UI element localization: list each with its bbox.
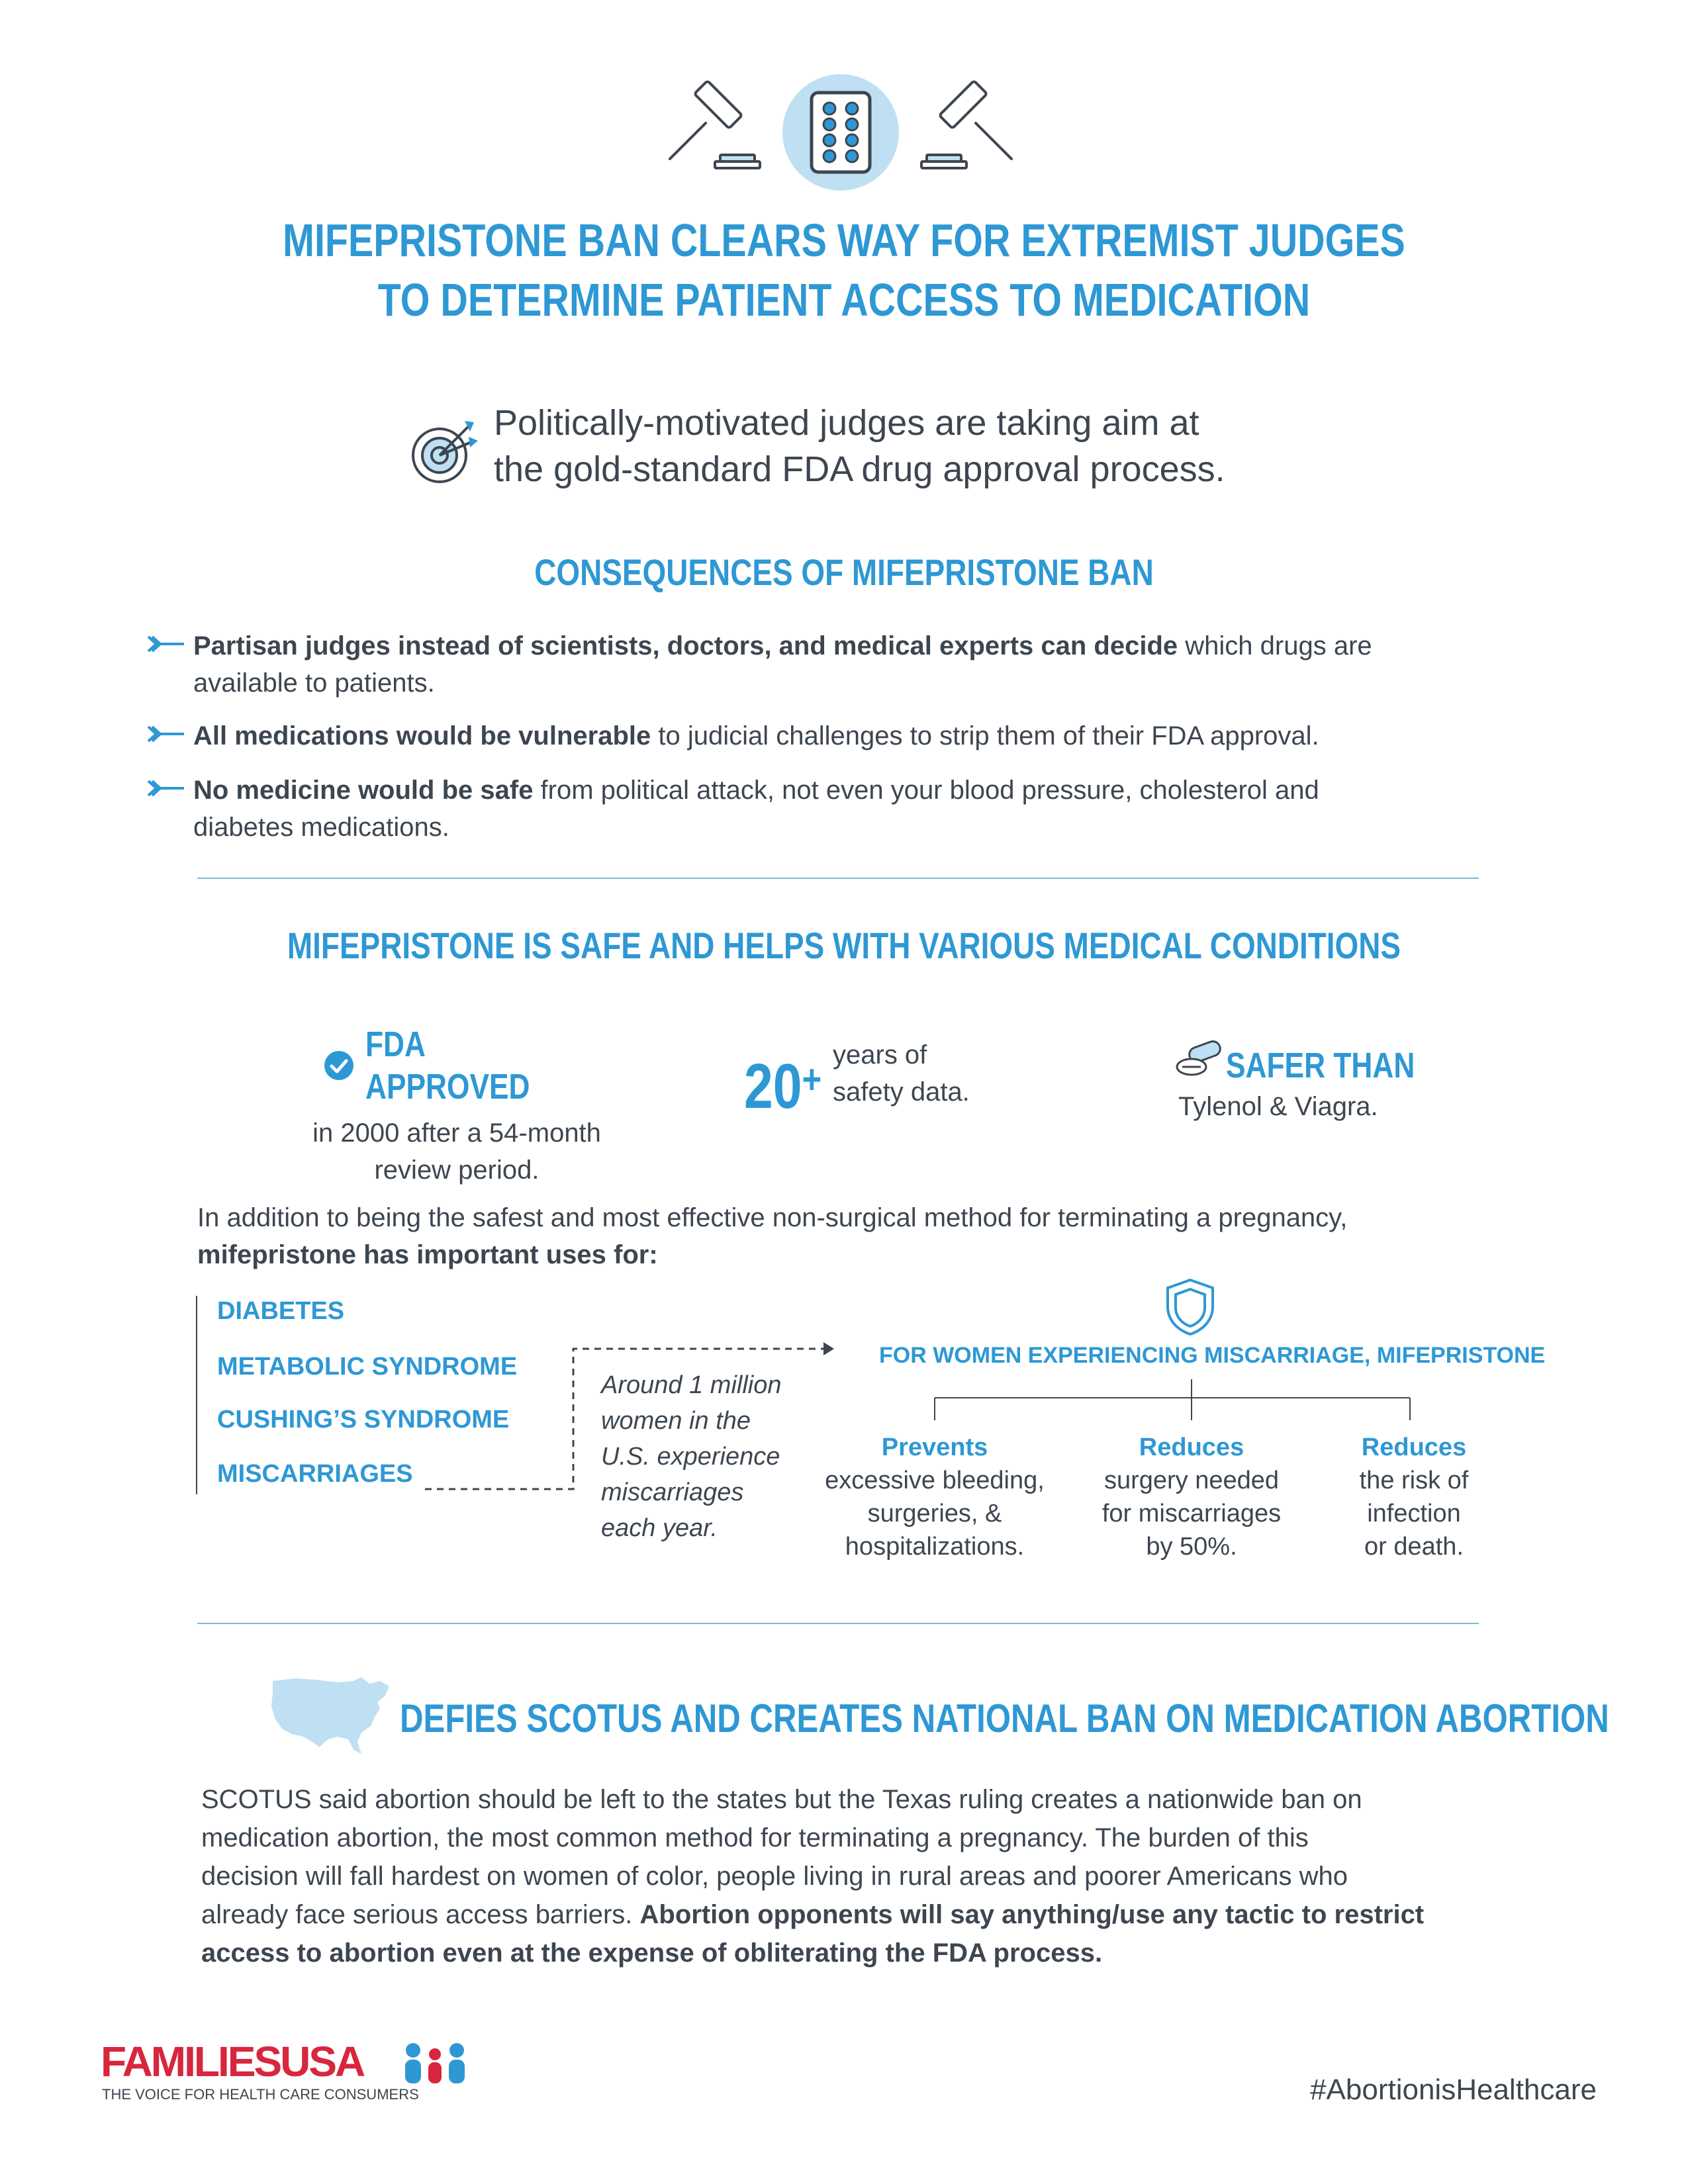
scotus-heading: DEFIES SCOTUS AND CREATES NATIONAL BAN ON MEDICATION ABORTION (400, 1696, 1609, 1741)
scotus-heading-wrap (400, 1694, 1609, 1743)
condition-miscarriages: MISCARRIAGES (217, 1460, 413, 1488)
benefit-1-line-1: excessive bleeding, (825, 1467, 1045, 1494)
condition-cushings-syndrome: CUSHING’S SYNDROME (217, 1406, 510, 1433)
intro-line-2: the gold-standard FDA drug approval process. (494, 449, 1225, 489)
families-usa-logo (101, 2038, 471, 2105)
consequence-3-line2: diabetes medications. (193, 813, 449, 842)
check-circle-icon (323, 1050, 355, 1081)
divider-2 (197, 1623, 1479, 1624)
consequence-3-bold: No medicine would be safe (193, 776, 534, 805)
consequences-heading: CONSEQUENCES OF MIFEPRISTONE BAN (534, 551, 1154, 593)
gavel-icon-right (921, 81, 1011, 168)
arrow-bullet-icon (147, 634, 185, 654)
fda-approved-label: FDA APPROVED (365, 1024, 530, 1107)
scotus-line-5: access to abortion even at the expense of obliterating the FDA process. (201, 1938, 1103, 1968)
note-line-4: miscarriages (601, 1479, 744, 1506)
uses-intro (197, 1199, 1521, 1273)
scotus-line-4-bold: Abortion opponents will say anything/use any tactic to restrict (639, 1900, 1425, 1929)
years-line-1: years of (833, 1040, 927, 1069)
note-line-5: each year. (601, 1514, 718, 1542)
uses-intro-line-2: mifepristone has important uses for: (197, 1240, 658, 1269)
consequence-item-1 (147, 627, 1471, 707)
us-map-icon (269, 1673, 395, 1758)
years-plus: + (802, 1057, 822, 1103)
women-heading: FOR WOMEN EXPERIENCING MISCARRIAGE, MIFEPRISTONE (879, 1343, 1546, 1368)
divider-1 (197, 878, 1479, 879)
scotus-line-2: medication abortion, the most common method for terminating a pregnancy. The burden of this (201, 1823, 1309, 1852)
years-number-value: 20 (744, 1051, 802, 1122)
condition-metabolic-syndrome: METABOLIC SYNDROME (217, 1353, 518, 1381)
benefit-reduces-risk (1275, 1431, 1553, 1563)
benefit-1-line-2: surgeries, & (867, 1500, 1002, 1527)
scotus-line-3: decision will fall hardest on women of color, people living in rural areas and poorer Americans who (201, 1862, 1348, 1891)
logo-text-families: FAMILIES (101, 2038, 281, 2085)
benefit-1-label: Prevents (881, 1433, 988, 1461)
consequence-3-rest: from political attack, not even your blood pressure, cholesterol and (533, 776, 1319, 805)
pills-icon (1174, 1040, 1225, 1080)
pill-pack-icon (782, 74, 899, 191)
title-line-2: TO DETERMINE PATIENT ACCESS TO MEDICATION (377, 274, 1311, 326)
header-icons (662, 73, 1019, 192)
benefit-3-line-2: infection (1367, 1500, 1461, 1527)
safer-than-line: Tylenol & Viagra. (1178, 1092, 1378, 1121)
arrow-bullet-icon (147, 778, 185, 798)
benefits-bracket (927, 1378, 1423, 1422)
logo-people-icon (399, 2041, 471, 2085)
note-line-1: Around 1 million (601, 1371, 782, 1399)
target-icon (405, 416, 479, 490)
years-block (740, 1036, 1018, 1122)
consequence-1-line2: available to patients. (193, 668, 435, 698)
note-line-3: U.S. experience (601, 1443, 780, 1471)
years-number (744, 1047, 821, 1120)
safer-than-block (1165, 1036, 1470, 1122)
consequence-2-bold: All medications would be vulnerable (193, 721, 651, 751)
note-line-2: women in the (601, 1407, 751, 1435)
title-line-1: MIFEPRISTONE BAN CLEARS WAY FOR EXTREMIST JUDGES (283, 214, 1405, 266)
shield-icon (1164, 1277, 1217, 1337)
years-line-2: safety data. (833, 1077, 970, 1107)
page-title (0, 210, 1688, 330)
intro-line-1: Politically-motivated judges are taking aim at (494, 403, 1199, 443)
logo-tagline: THE VOICE FOR HEALTH CARE CONSUMERS (102, 2086, 419, 2103)
safety-heading: MIFEPRISTONE IS SAFE AND HELPS WITH VARIOUS MEDICAL CONDITIONS (287, 925, 1401, 966)
intro-text (494, 400, 1421, 492)
scotus-line-1: SCOTUS said abortion should be left to the states but the Texas ruling creates a nationwide ban on (201, 1785, 1362, 1814)
benefit-prevents (796, 1431, 1074, 1563)
logo-text-usa: USA (280, 2038, 364, 2085)
fda-line-1: in 2000 after a 54-month (312, 1118, 601, 1148)
consequence-1-bold: Partisan judges instead of scientists, doctors, and medical experts can decide (193, 631, 1178, 660)
safer-than-label: SAFER THAN (1226, 1046, 1415, 1085)
benefit-3-line-3: or death. (1364, 1533, 1464, 1561)
benefit-2-line-2: for miscarriages (1102, 1500, 1282, 1527)
scotus-paragraph (201, 1780, 1538, 1972)
fda-approved-block (278, 1023, 635, 1189)
scotus-line-4-plain: already face serious access barriers. (201, 1900, 640, 1929)
benefit-3-line-1: the risk of (1359, 1467, 1469, 1494)
hashtag: #AbortionisHealthcare (1310, 2073, 1597, 2106)
benefit-1-line-3: hospitalizations. (845, 1533, 1025, 1561)
fda-line-2: review period. (374, 1156, 539, 1185)
gavel-icon-left (670, 81, 760, 168)
arrow-bullet-icon (147, 724, 185, 744)
benefit-3-label: Reduces (1361, 1433, 1467, 1461)
consequence-item-2 (147, 717, 1471, 757)
uses-intro-line-1: In addition to being the safest and most effective non-surgical method for terminating a pregnancy, (197, 1203, 1348, 1232)
benefit-2-label: Reduces (1139, 1433, 1244, 1461)
benefit-2-line-1: surgery needed (1103, 1467, 1280, 1494)
consequence-2-rest: to judicial challenges to strip them of their FDA approval. (651, 721, 1319, 751)
consequences-heading-wrap (0, 549, 1688, 596)
conditions-bar (196, 1296, 197, 1494)
condition-diabetes: DIABETES (217, 1297, 345, 1325)
consequence-1-rest: which drugs are (1178, 631, 1372, 660)
safety-heading-wrap (0, 923, 1688, 969)
benefit-2-line-3: by 50%. (1146, 1533, 1237, 1561)
consequence-item-3 (147, 772, 1471, 851)
